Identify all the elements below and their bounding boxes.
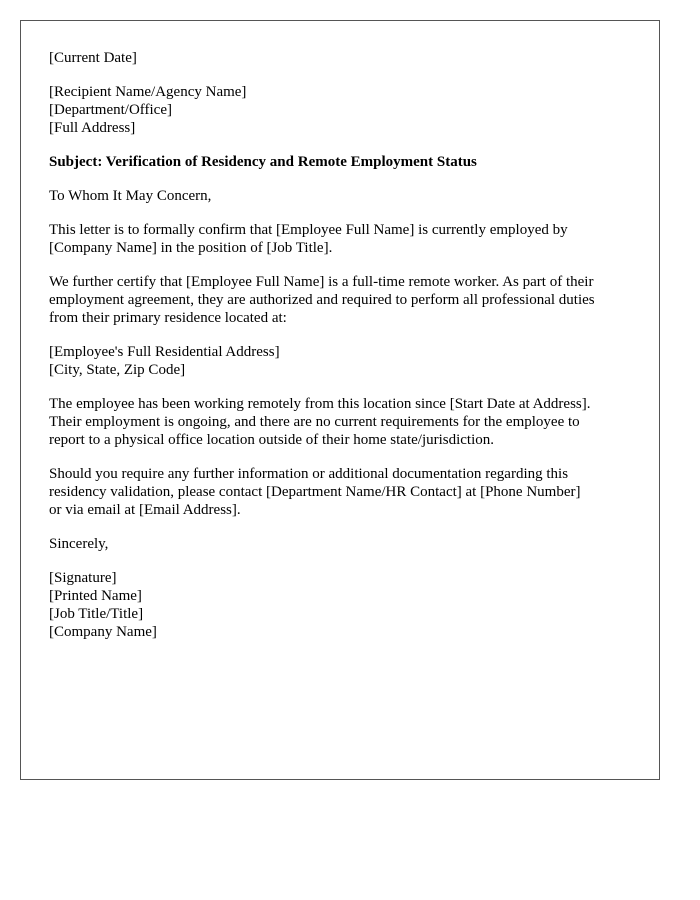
text-line: residency validation, please contact [Department Name/HR Contact] at [Phone Number]: [49, 484, 581, 500]
text-line: To Whom It May Concern,: [49, 188, 212, 204]
text-line: or via email at [Email Address].: [49, 502, 241, 518]
text-line: [Company Name] in the position of [Job Title].: [49, 240, 333, 256]
text-line: [Job Title/Title]: [49, 606, 144, 622]
text-line: [City, State, Zip Code]: [49, 362, 186, 378]
subject-line: [49, 153, 659, 171]
signature-block: [49, 569, 659, 641]
text-line: from their primary residence located at:: [49, 310, 287, 326]
text-line: Should you require any further information or additional documentation regarding this: [49, 466, 569, 482]
letter-page: [20, 20, 660, 780]
recipient-block: [49, 83, 659, 137]
text-line: The employee has been working remotely from this location since [Start Date at Address].: [49, 396, 591, 412]
text-line: [Department/Office]: [49, 102, 172, 118]
text-line: [Recipient Name/Agency Name]: [49, 84, 247, 100]
paragraph-work-history: [49, 395, 659, 449]
text-line: report to a physical office location outside of their home state/jurisdiction.: [49, 432, 495, 448]
text-line: We further certify that [Employee Full Name] is a full-time remote worker. As part of their: [49, 274, 594, 290]
date-line: [49, 49, 659, 67]
text-line: [Company Name]: [49, 624, 157, 640]
salutation: [49, 187, 659, 205]
text-line: Sincerely,: [49, 536, 109, 552]
text-line: This letter is to formally confirm that [Employee Full Name] is currently employed by: [49, 222, 568, 238]
paragraph-employment: [49, 221, 659, 257]
text-line: Their employment is ongoing, and there are no current requirements for the employee to: [49, 414, 580, 430]
text-line: [Printed Name]: [49, 588, 142, 604]
text-line: [Full Address]: [49, 120, 136, 136]
text-line: [Signature]: [49, 570, 117, 586]
residential-address: [49, 343, 659, 379]
text-line: [Employee's Full Residential Address]: [49, 344, 280, 360]
closing: [49, 535, 659, 553]
paragraph-remote-worker: [49, 273, 659, 327]
text-line: [Current Date]: [49, 50, 137, 66]
text-line: Subject: Verification of Residency and Remote Employment Status: [49, 154, 477, 170]
text-line: employment agreement, they are authorized and required to perform all professional duties: [49, 292, 595, 308]
paragraph-contact: [49, 465, 659, 519]
